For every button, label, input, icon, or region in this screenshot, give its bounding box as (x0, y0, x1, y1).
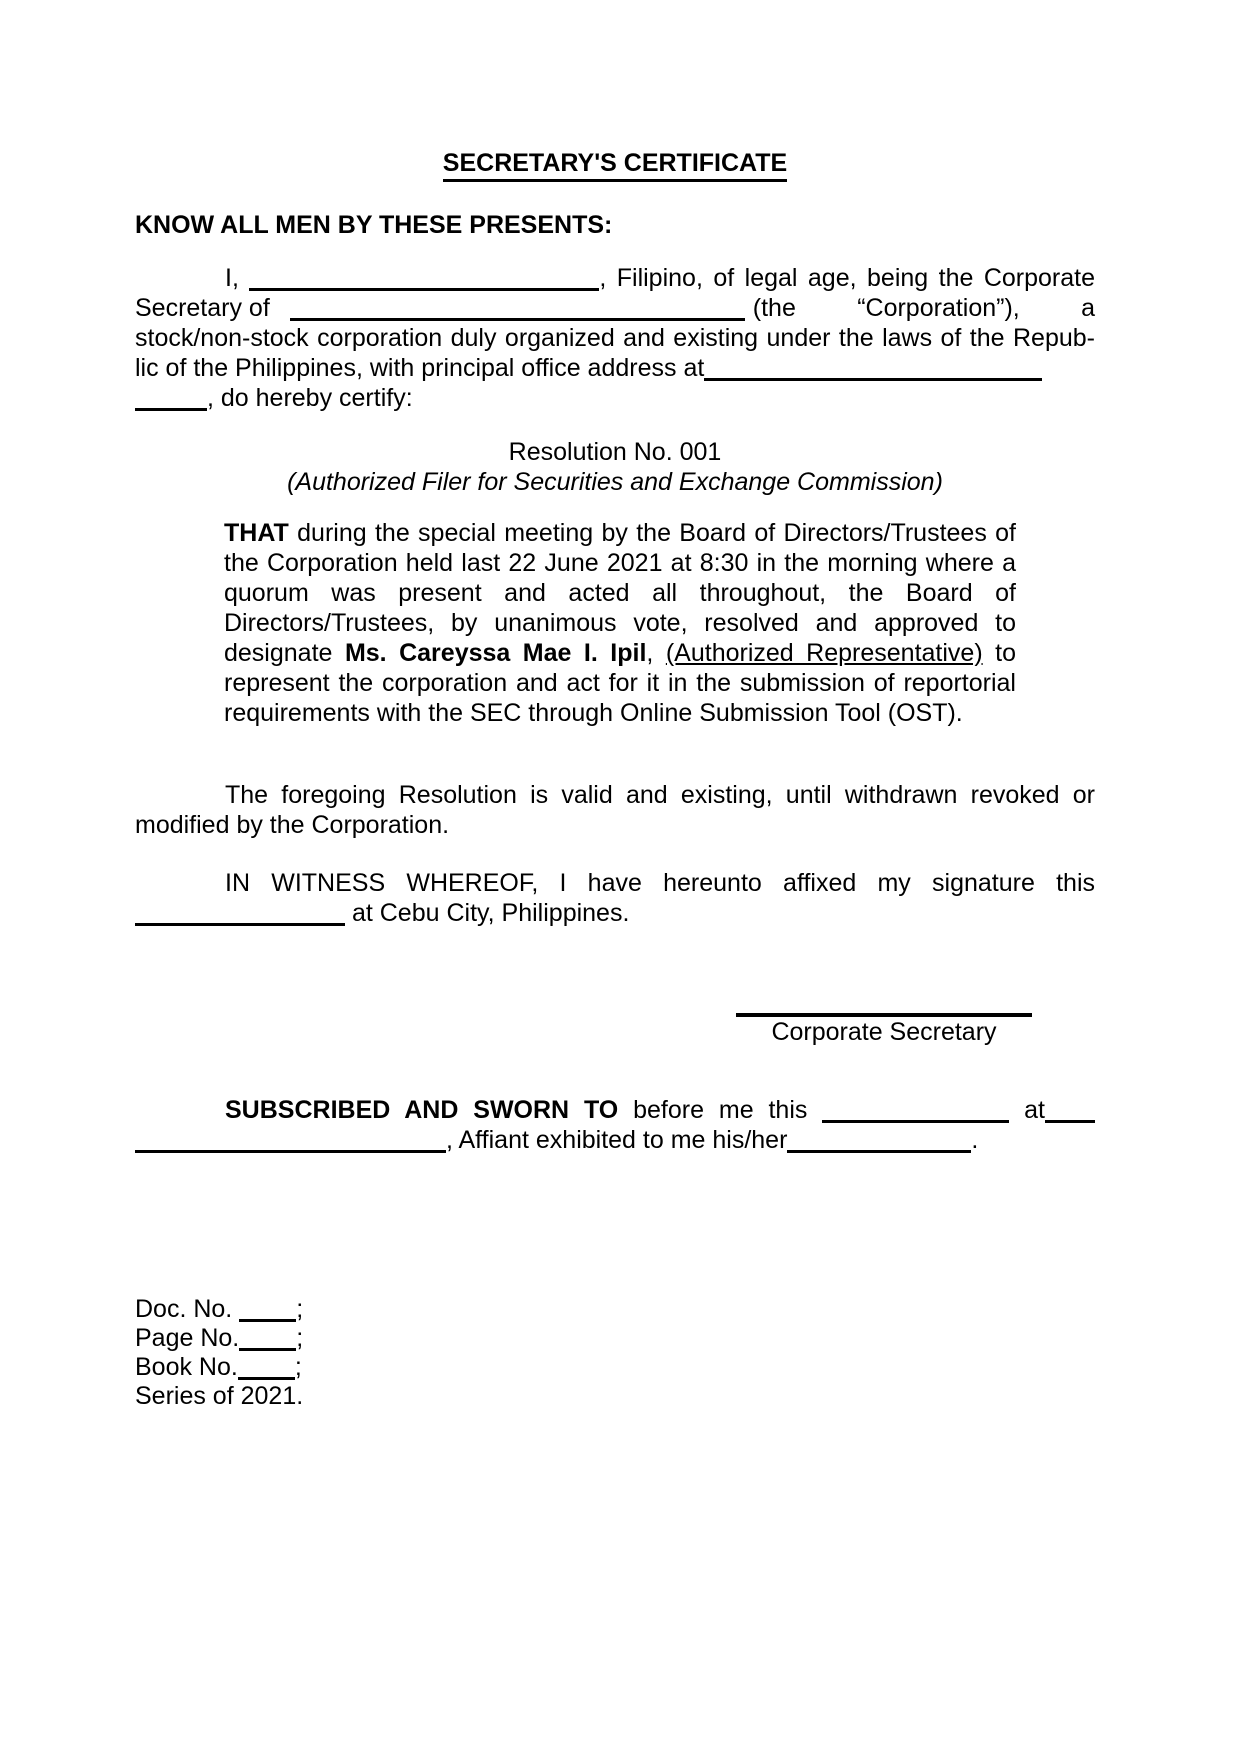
validity-line-2-text: modified by the Corporation. (135, 811, 450, 839)
intro-line-4 (135, 353, 1095, 383)
resolution-subtitle: (Authorized Filer for Securities and Exchange Commission) (287, 468, 943, 496)
corporation-name-blank (290, 318, 745, 321)
that-line-3 (224, 578, 1016, 608)
intro-line-5-text: , do hereby certify: (207, 384, 413, 412)
jurat-date-blank (822, 1120, 1009, 1123)
salutation-text: KNOW ALL MEN BY THESE PRESENTS: (135, 211, 613, 239)
book-no-blank (238, 1377, 295, 1380)
jurat-subscribed: SUBSCRIBED AND SWORN TO (225, 1096, 619, 1124)
page-no-semicolon: ; (296, 1324, 304, 1352)
intro-secretary-of: Secretary of (135, 294, 270, 322)
resolution-number: Resolution No. 001 (508, 438, 722, 466)
signature-block (736, 1013, 1032, 1047)
that-line-7 (224, 698, 1016, 728)
that-keyword: THAT (224, 519, 289, 547)
that-line-2-text: the Corporation held last 22 June 2021 at 8:30 in the morning where a (224, 549, 1016, 577)
intro-line-3 (135, 323, 1095, 353)
intro-line-2 (135, 293, 1095, 323)
doc-no-semicolon: ; (296, 1295, 304, 1323)
that-to: to (995, 639, 1017, 667)
that-comma: , (646, 639, 654, 667)
that-line-6-text: represent the corporation and act for it in the submission of reportorial (224, 669, 1016, 697)
witness-line-2-text: at Cebu City, Philippines. (351, 899, 630, 927)
that-line-5 (224, 638, 1016, 668)
intro-the: (the (752, 294, 796, 322)
jurat-at: at (1024, 1096, 1045, 1124)
doc-no-label: Doc. No. (135, 1295, 233, 1323)
signature-title: Corporate Secretary (771, 1018, 997, 1046)
validity-paragraph (135, 780, 1095, 840)
book-no-label: Book No. (135, 1353, 238, 1381)
that-line-2 (224, 548, 1016, 578)
document-title: SECRETARY'S CERTIFICATE (443, 149, 787, 182)
series-row (135, 1382, 1095, 1411)
that-designate: designate (224, 639, 333, 667)
jurat-place-blank (1045, 1120, 1095, 1123)
series-text: Series of 2021. (135, 1382, 304, 1410)
page-no-label: Page No. (135, 1324, 240, 1352)
document-title-row (135, 148, 1095, 178)
validity-line-1 (135, 780, 1095, 810)
jurat-paragraph (135, 1095, 1095, 1155)
that-line-7-text: requirements with the SEC through Online Submission Tool (OST). (224, 699, 963, 727)
witness-paragraph (135, 868, 1095, 928)
jurat-id-blank (787, 1150, 971, 1153)
notarial-register-block (135, 1295, 1095, 1411)
book-no-row (135, 1353, 1095, 1382)
page-no-blank (239, 1348, 296, 1351)
validity-line-2 (135, 810, 1095, 840)
that-line-1-text: during the special meeting by the Board of Directors/Trustees of (297, 519, 1017, 547)
address-continuation-blank (135, 408, 207, 411)
that-line-4-text: Directors/Trustees, by unanimous vote, resolved and approved to (224, 609, 1016, 637)
intro-line-1 (135, 263, 1095, 293)
witness-line-1-text: IN WITNESS WHEREOF, I have hereunto affixed my signature this (225, 869, 1095, 897)
representative-name: Ms. Careyssa Mae I. Ipil (344, 639, 647, 667)
jurat-line-2 (135, 1125, 1095, 1155)
page-no-row (135, 1324, 1095, 1353)
that-line-1 (224, 518, 1016, 548)
jurat-before-me: before me this (633, 1096, 808, 1124)
doc-no-blank (239, 1319, 296, 1322)
jurat-place-continuation-blank (135, 1150, 446, 1153)
intro-i: I, (225, 264, 239, 292)
doc-no-row (135, 1295, 1095, 1324)
jurat-line-1 (135, 1095, 1095, 1125)
authorized-representative-label: (Authorized Representative) (665, 639, 983, 667)
that-paragraph (224, 518, 1016, 728)
validity-line-1-text: The foregoing Resolution is valid and existing, until withdrawn revoked or (225, 781, 1095, 809)
intro-paragraph (135, 263, 1095, 413)
intro-corporation: “Corporation”), (857, 294, 1020, 322)
salutation-row (135, 210, 1095, 240)
intro-line-3-text: stock/non-stock corporation duly organized and existing under the laws of the Repub- (135, 324, 1095, 352)
jurat-affiant-text: , Affiant exhibited to me his/her (446, 1126, 788, 1154)
that-line-6 (224, 668, 1016, 698)
jurat-period: . (971, 1126, 979, 1154)
intro-after-name: , Filipino, of legal age, being the Corporate (599, 264, 1095, 292)
resolution-heading (135, 437, 1095, 497)
intro-line-5 (135, 383, 1095, 413)
intro-line-4-text: lic of the Philippines, with principal office address at (135, 354, 705, 382)
secretary-name-blank (249, 288, 599, 291)
witness-line-2 (135, 898, 1095, 928)
that-line-3-text: quorum was present and acted all throughout, the Board of (224, 579, 1016, 607)
witness-line-1 (135, 868, 1095, 898)
that-line-4 (224, 608, 1016, 638)
signing-date-blank (135, 923, 345, 926)
intro-a: a (1081, 294, 1095, 322)
office-address-blank (704, 378, 1042, 381)
book-no-semicolon: ; (294, 1353, 302, 1381)
